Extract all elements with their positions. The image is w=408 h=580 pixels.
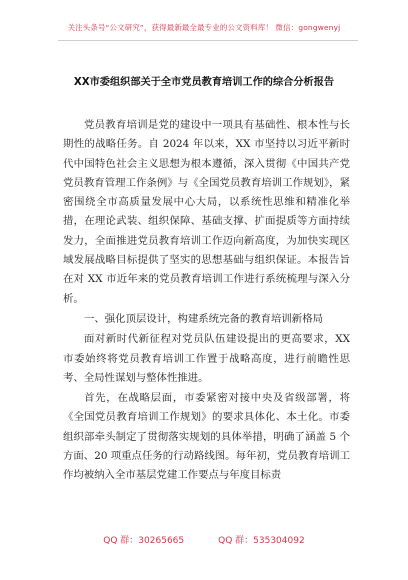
paragraph-section-1-first: 首先，在战略层面，市委紧密对接中央及省级部署，将《全国党员教育培训工作规划》的要求具体化、本土化。市委组织部牵头制定了贯彻落实规划的具体举措，明确了涵盖 5 个方面、20 项重点任务的行动路线图。每年初，党员教育培训工作均被纳入全市基层党建工作要点与年度目标责 — [63, 392, 350, 482]
section-heading-1: 一、强化顶层设计，构建系统完备的教育培训新格局 — [84, 312, 323, 325]
paragraph-intro: 党员教育培训是党的建设中一项具有基础性、根本性与长期性的战略任务。自 2024 年以来，XX 市坚持以习近平新时代中国特色社会主义思想为根本遵循，深入贯彻《中国共产党党员教育管理工作条例》与《全国党员教育培训工作规划》，紧密围绕全市高质量发展中心大局，以系统性思维和精准化举措，在理论武装、组织保障、基础支撑、扩面提质等方面持续发力，全面推进党员教育培训工作迈向新高度，为加快实现区域发展战略目标提供了坚实的思想基础与组织保证。本报告旨在对 XX 市近年来的党员教育培训工作进行系统梳理与深入分析。 — [63, 119, 350, 305]
document-body — [63, 116, 350, 487]
header-divider — [58, 40, 358, 41]
footer-qq-group-2: QQ 群：535304092 — [218, 536, 305, 546]
document-title: XX市委组织部关于全市党员教育培训工作的综合分析报告 — [73, 77, 335, 88]
header-banner: 关注头条号“公文研究”，获得最新最全最专业的公文资料库！ 微信：gongwenyj — [67, 23, 341, 32]
footer-qq-group-1: QQ 群：30265665 — [103, 536, 185, 546]
paragraph-section-1-intro: 面对新时代新征程对党员队伍建设提出的更高要求，XX 市委始终将党员教育培训工作置于战略高度，进行前瞻性思考、全局性谋划与整体性推进。 — [63, 333, 350, 384]
footer — [0, 533, 408, 546]
